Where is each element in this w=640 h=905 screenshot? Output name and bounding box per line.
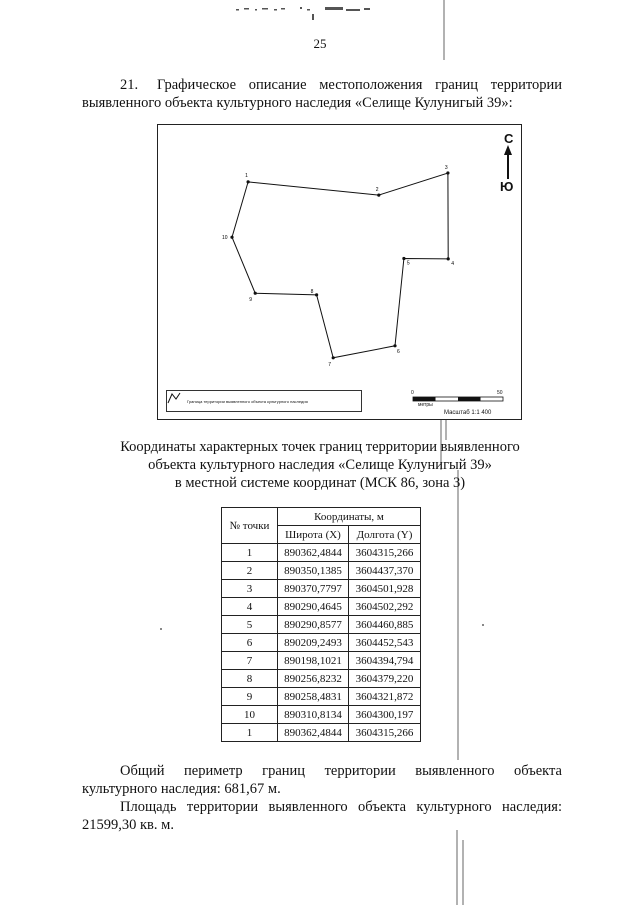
x-cell: 890362,4844 bbox=[278, 544, 349, 562]
table-row bbox=[222, 724, 421, 742]
coordinates-title-line3: в местной системе координат (МСК 86, зона 3) bbox=[174, 475, 466, 491]
x-cell: 890209,2493 bbox=[278, 634, 349, 652]
y-cell: 3604502,292 bbox=[349, 598, 421, 616]
point-cell: 5 bbox=[222, 616, 278, 634]
table-row bbox=[222, 598, 421, 616]
y-cell: 3604300,197 bbox=[349, 706, 421, 724]
scale-max: 50 bbox=[497, 390, 503, 396]
map-legend bbox=[166, 390, 362, 412]
perimeter-line2: культурного наследия: 681,67 м. bbox=[82, 781, 281, 797]
point-cell: 1 bbox=[222, 724, 278, 742]
coordinates-title-line1: Координаты характерных точек границ территории выявленного bbox=[120, 439, 520, 455]
y-cell: 3604437,370 bbox=[349, 562, 421, 580]
boundary-point-label: 8 bbox=[310, 288, 314, 295]
boundary-point-6 bbox=[393, 344, 396, 347]
y-cell: 3604315,266 bbox=[349, 724, 421, 742]
x-cell: 890310,8134 bbox=[278, 706, 349, 724]
area-text: Площадь территории выявленного объекта культурного наследия: 21599,30 кв. м. bbox=[82, 799, 562, 833]
perimeter-word: выявленного bbox=[415, 763, 495, 779]
y-cell: 3604460,885 bbox=[349, 616, 421, 634]
table-row bbox=[222, 580, 421, 598]
coordinates-table bbox=[221, 507, 421, 742]
section-heading bbox=[82, 76, 562, 112]
boundary-point-label: 4 bbox=[451, 260, 454, 267]
x-cell: 890290,4645 bbox=[278, 598, 349, 616]
perimeter-paragraph bbox=[82, 762, 562, 798]
y-cell: 3604501,928 bbox=[349, 580, 421, 598]
boundary-map bbox=[157, 124, 522, 420]
point-cell: 9 bbox=[222, 688, 278, 706]
point-cell: 1 bbox=[222, 544, 278, 562]
coordinates-title-line2: объекта культурного наследия «Селище Кулунигый 39» bbox=[148, 457, 492, 473]
section-number: 21. bbox=[120, 77, 139, 93]
south-label: Ю bbox=[500, 179, 514, 194]
table-row bbox=[222, 706, 421, 724]
boundary-point-label: 1 bbox=[245, 172, 248, 179]
scale-unit: метры bbox=[418, 402, 433, 408]
point-cell: 7 bbox=[222, 652, 278, 670]
legend-text: Граница территории выявленного объекта культурного наследия bbox=[187, 399, 308, 404]
point-cell: 8 bbox=[222, 670, 278, 688]
perimeter-word: границ bbox=[262, 763, 306, 779]
boundary-point-label: 7 bbox=[328, 361, 331, 368]
boundary-point-label: 10 bbox=[222, 235, 228, 242]
boundary-point-8 bbox=[315, 293, 318, 296]
point-cell: 3 bbox=[222, 580, 278, 598]
legend-boundary-icon bbox=[167, 391, 181, 405]
section-heading-text: Графическое описание местоположения границ территории выявленного объекта культурного наследия «Селище Кулунигый 39»: bbox=[82, 77, 562, 111]
header-x: Широта (X) bbox=[278, 526, 349, 544]
table-row bbox=[222, 562, 421, 580]
y-cell: 3604452,543 bbox=[349, 634, 421, 652]
perimeter-word: объекта bbox=[513, 763, 562, 779]
y-cell: 3604379,220 bbox=[349, 670, 421, 688]
x-cell: 890290,8577 bbox=[278, 616, 349, 634]
boundary-point-4 bbox=[447, 257, 450, 260]
header-y: Долгота (Y) bbox=[349, 526, 421, 544]
boundary-point-label: 9 bbox=[249, 297, 252, 304]
header-coordinates: Координаты, м bbox=[278, 508, 421, 526]
x-cell: 890362,4844 bbox=[278, 724, 349, 742]
table-row bbox=[222, 688, 421, 706]
x-cell: 890258,4831 bbox=[278, 688, 349, 706]
area-paragraph bbox=[82, 798, 562, 834]
table-row bbox=[222, 616, 421, 634]
page-number: 25 bbox=[313, 36, 327, 51]
perimeter-word: периметр bbox=[184, 763, 243, 779]
table-row bbox=[222, 670, 421, 688]
boundary-point-2 bbox=[377, 194, 380, 197]
point-cell: 10 bbox=[222, 706, 278, 724]
perimeter-line1 bbox=[82, 762, 562, 780]
boundary-point-10 bbox=[230, 236, 233, 239]
north-label: С bbox=[504, 131, 514, 146]
coordinates-title bbox=[0, 438, 640, 492]
scale-text: Масштаб 1:1 400 bbox=[444, 410, 492, 416]
scale-zero: 0 bbox=[411, 390, 414, 396]
coordinates-table-body bbox=[222, 544, 421, 742]
y-cell: 3604394,794 bbox=[349, 652, 421, 670]
table-row bbox=[222, 544, 421, 562]
perimeter-word: Общий bbox=[120, 763, 165, 779]
north-arrow-icon bbox=[504, 145, 512, 179]
scale-bar bbox=[413, 397, 503, 401]
boundary-point-label: 6 bbox=[397, 348, 400, 355]
boundary-point-label: 5 bbox=[406, 260, 410, 267]
table-row bbox=[222, 634, 421, 652]
y-cell: 3604315,266 bbox=[349, 544, 421, 562]
perimeter-word: территории bbox=[324, 763, 396, 779]
point-cell: 4 bbox=[222, 598, 278, 616]
boundary-point-label: 3 bbox=[444, 165, 448, 171]
boundary-point-5 bbox=[402, 257, 405, 260]
boundary-point-label: 2 bbox=[375, 187, 379, 194]
boundary-point-9 bbox=[254, 292, 257, 295]
boundary-map-canvas bbox=[158, 125, 523, 421]
x-cell: 890370,7797 bbox=[278, 580, 349, 598]
point-cell: 2 bbox=[222, 562, 278, 580]
point-cell: 6 bbox=[222, 634, 278, 652]
boundary-point-7 bbox=[332, 356, 335, 359]
table-row bbox=[222, 652, 421, 670]
boundary-point-3 bbox=[446, 171, 449, 174]
x-cell: 890198,1021 bbox=[278, 652, 349, 670]
boundary-point-1 bbox=[247, 180, 250, 183]
y-cell: 3604321,872 bbox=[349, 688, 421, 706]
header-point: № точки bbox=[222, 508, 278, 544]
boundary-polygon bbox=[232, 173, 448, 358]
x-cell: 890256,8232 bbox=[278, 670, 349, 688]
x-cell: 890350,1385 bbox=[278, 562, 349, 580]
